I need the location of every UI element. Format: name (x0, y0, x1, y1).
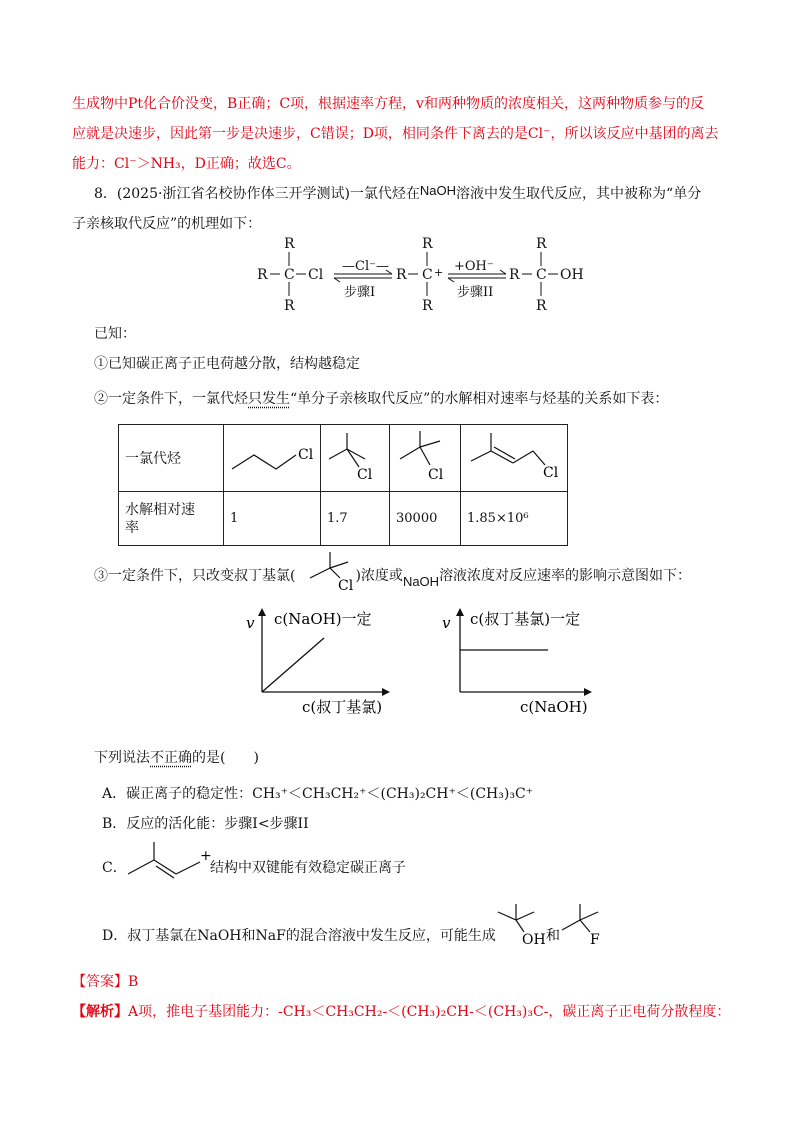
rate-graph-2 (436, 604, 606, 714)
q8-text-b: 溶液中发生取代反应，其中被称为“单分 (456, 186, 702, 202)
option-d-structures (494, 902, 614, 948)
structure-3-svg (390, 425, 460, 487)
option-c-structure (124, 838, 220, 888)
k2-text-a: ②一定条件下，一氯代烃 (94, 391, 248, 407)
structure-1-svg (224, 425, 320, 487)
carbocation-plus: + (434, 266, 444, 279)
step1-top-label: —Cl⁻— (342, 259, 389, 274)
analysis-tag: 【解析】 (72, 1004, 128, 1020)
tert-butyl-chloride-inline (304, 550, 366, 590)
structure-tert-butyl-chloride (390, 425, 461, 492)
known-item-1: ①已知碳正离子正电荷越分散，结构越稳定 (94, 356, 360, 372)
svg-text:Cl: Cl (298, 447, 314, 463)
rate-2: 1.7 (321, 492, 390, 546)
known-label: 已知： (94, 326, 136, 342)
option-c-label: C． (102, 860, 127, 876)
option-c-plus: + (200, 848, 212, 864)
k3-text-c: 溶液浓度对反应速率的影响示意图如下： (439, 568, 692, 584)
r-left-3: R (509, 267, 520, 283)
graph2-xlabel: c(NaOH) (520, 698, 588, 714)
rate-graph-1 (240, 604, 400, 714)
option-d-text: D．叔丁基氯在NaOH和NaF的混合溶液中发生反应，可能生成 (102, 928, 496, 944)
r-top-2: R (422, 236, 433, 252)
graph2-note: c(叔丁基氯)一定 (470, 610, 581, 628)
question-8-line-1 (94, 184, 701, 204)
step2-top-label: +OH⁻ (454, 259, 494, 274)
svg-text:Cl: Cl (338, 578, 354, 590)
option-d-oh: OH (522, 932, 546, 948)
k2-emphasis: 只发生 (248, 391, 290, 407)
cl-1: Cl (308, 267, 324, 283)
r-bottom-2: R (422, 298, 433, 314)
question-stem (94, 748, 259, 768)
option-b: B．反应的活化能：步骤I<步骤II (102, 816, 309, 832)
rate-3: 30000 (390, 492, 461, 546)
stem-a: 下列说法 (94, 750, 150, 766)
rate-4: 1.85×10⁶ (461, 492, 568, 546)
rate-1: 1 (224, 492, 321, 546)
svg-text:Cl: Cl (357, 467, 373, 483)
oh-product: OH (560, 267, 584, 283)
k3-text-b: )浓度或 (355, 568, 403, 584)
svg-text:Cl: Cl (543, 465, 559, 481)
c-1: C (284, 267, 295, 283)
structure-2-svg (321, 425, 389, 487)
c-3: C (536, 267, 547, 283)
row-header-chloroalkane: 一氯代烃 (119, 425, 224, 492)
r-top-1: R (284, 236, 295, 252)
option-c-text: 结构中双键能有效稳定碳正离子 (210, 860, 406, 876)
structure-4-svg (461, 425, 567, 487)
svg-text:Cl: Cl (428, 467, 444, 483)
graph1-note: c(NaOH)一定 (274, 610, 372, 628)
hydrolysis-rate-table (118, 424, 568, 546)
structure-2-chloropropane (321, 425, 390, 492)
graph2-ylabel: v (442, 614, 451, 632)
r-left-1: R (257, 267, 268, 283)
option-d-f: F (590, 932, 600, 948)
answer: 【答案】B (72, 974, 139, 990)
r-left-2: R (396, 267, 407, 283)
analysis (72, 1002, 730, 1022)
prev-line-1: 生成物中Pt化合价没变，B正确；C项，根据速率方程，v和两种物质的浓度相关，这两种物质参与的反 (72, 96, 704, 112)
known-item-2 (94, 389, 668, 409)
option-a: A．碳正离子的稳定性：CH₃⁺＜CH₃CH₂⁺＜(CH₃)₂CH⁺＜(CH₃)₃C⁺ (102, 786, 534, 802)
step1-bottom-label: 步骤I (344, 285, 376, 300)
structure-1-chloropropane (224, 425, 321, 492)
k3-text-a: ③一定条件下，只改变叔丁基氯( (94, 568, 296, 584)
k2-text-b: “单分子亲核取代反应”的水解相对速率与烃基的关系如下表： (290, 391, 669, 407)
r-bottom-1: R (284, 298, 295, 314)
stem-b: 的是( ) (192, 750, 259, 766)
k3-naoh: NaOH (402, 574, 440, 589)
q8-naoh: NaOH (419, 183, 457, 198)
structure-prenyl-chloride (461, 425, 568, 492)
r-bottom-3: R (536, 298, 547, 314)
prev-line-2: 应就是决速步，因此第一步是决速步，C错误；D项，相同条件下离去的是Cl⁻，所以该反应中基团的离去 (72, 126, 719, 142)
known-item-3 (94, 566, 692, 589)
option-d-and: 和 (546, 928, 560, 944)
graph1-xlabel: c(叔丁基氯) (302, 698, 383, 714)
row-header-relative-rate: 水解相对速 率 (119, 492, 224, 546)
c-2: C (422, 267, 433, 283)
prev-line-3: 能力：Cl⁻＞NH₃，D正确；故选C。 (72, 156, 301, 172)
graph1-ylabel: v (246, 614, 255, 632)
step2-bottom-label: 步骤II (457, 285, 494, 300)
stem-emphasis: 不正确 (150, 750, 192, 766)
r-top-3: R (536, 236, 547, 252)
question-8-line-2: 子亲核取代反应”的机理如下： (72, 216, 262, 232)
sn1-mechanism-diagram (250, 234, 590, 316)
q8-text-a: 8．(2025·浙江省名校协作体三开学测试)一氯代烃在 (94, 186, 420, 202)
analysis-text: A项，推电子基团能力：-CH₃＜CH₃CH₂-＜(CH₃)₂CH-＜(CH₃)₃C-，碳正离子正电荷分散程度： (128, 1004, 731, 1020)
